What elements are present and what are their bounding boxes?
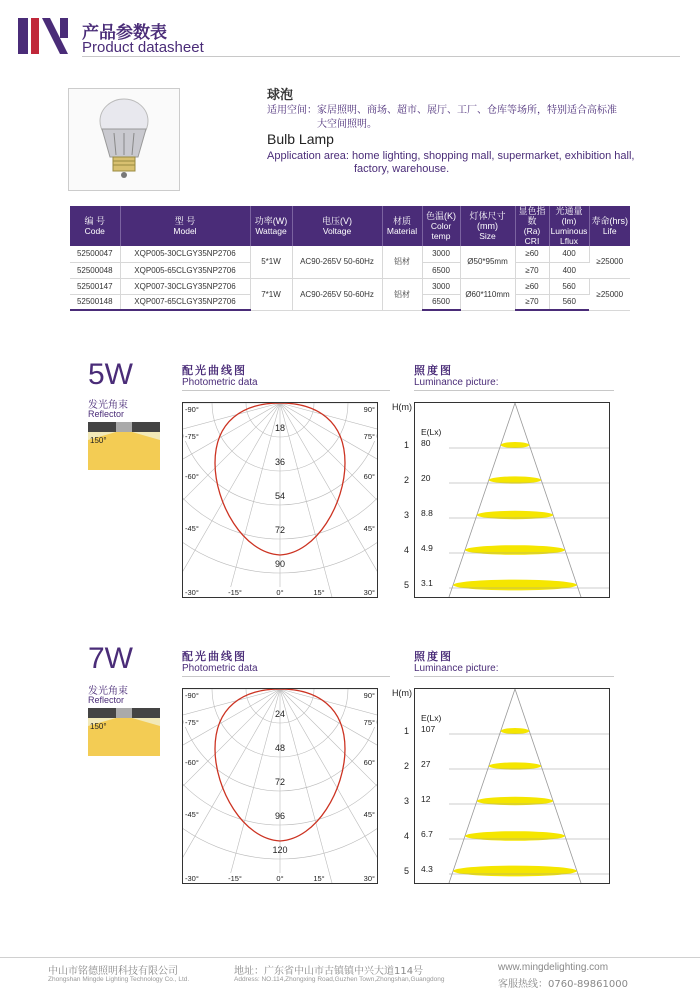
product-name-cn: 球泡 bbox=[267, 88, 294, 103]
luminance-divider bbox=[414, 676, 614, 677]
reflector-label-cn: 发光角束 bbox=[88, 686, 128, 697]
polar-grid-ray bbox=[280, 689, 347, 883]
polar-grid-ray bbox=[183, 689, 280, 819]
cell-size: Ø60*110mm bbox=[460, 278, 515, 310]
footer-address-cn: 地址：广东省中山市古镇镇中兴大道114号 bbox=[234, 966, 424, 977]
cell-cri: ≥70 bbox=[515, 294, 549, 310]
polar-grid-ray bbox=[213, 403, 280, 597]
polar-grid-ray bbox=[183, 403, 280, 587]
footer-company-en: Zhongshan Mingde Lighting Technology Co., Ltd. bbox=[48, 976, 190, 983]
reflector-label-en: Reflector bbox=[88, 409, 125, 419]
angle-label: -90° bbox=[185, 405, 199, 414]
company-logo bbox=[18, 18, 68, 54]
photometric-title-en: Photometric data bbox=[182, 377, 258, 388]
radial-value-label: 54 bbox=[274, 491, 286, 501]
cell-model: XQP005-65CLGY35NP2706 bbox=[120, 262, 250, 278]
luminance-chart bbox=[414, 402, 610, 598]
radial-value-label: 120 bbox=[272, 845, 288, 855]
cell-material: 铝材 bbox=[382, 278, 422, 310]
cell-model: XQP005-30CLGY35NP2706 bbox=[120, 246, 250, 262]
angle-label: 45° bbox=[363, 524, 375, 533]
angle-label: -15° bbox=[228, 874, 242, 883]
photometric-title-cn: 配光曲线图 bbox=[182, 650, 247, 663]
polar-chart bbox=[182, 402, 378, 598]
cell-size: Ø50*95mm bbox=[460, 246, 515, 278]
cone-edge bbox=[515, 403, 581, 597]
wattage-label: 5W bbox=[88, 358, 133, 391]
angle-label: -75° bbox=[185, 718, 199, 727]
height-value-label: 5 bbox=[404, 580, 410, 590]
luminance-title-en: Luminance picture: bbox=[414, 663, 499, 674]
cell-life: ≥25000 bbox=[589, 278, 630, 310]
angle-label: 45° bbox=[363, 810, 375, 819]
cell-code: 52500148 bbox=[70, 294, 120, 310]
cell-cri: ≥70 bbox=[515, 262, 549, 278]
beam-angle-label: 150° bbox=[90, 722, 107, 731]
header-code: 编 号 Code bbox=[70, 206, 120, 246]
application-area-cn bbox=[267, 104, 647, 132]
height-value-label: 3 bbox=[404, 510, 410, 520]
cell-life: ≥25000 bbox=[589, 246, 630, 278]
radial-value-label: 72 bbox=[274, 525, 286, 535]
angle-label: -15° bbox=[228, 588, 242, 597]
height-axis-label: H(m) bbox=[392, 402, 412, 412]
cell-flux: 560 bbox=[549, 278, 589, 294]
illuminance-ellipse bbox=[501, 442, 530, 448]
lux-axis-label: E(Lx) bbox=[421, 427, 442, 437]
application-area-cn-line2: 大空间照明。 bbox=[317, 119, 377, 130]
height-value-label: 5 bbox=[404, 866, 410, 876]
radial-value-label: 36 bbox=[274, 457, 286, 467]
lux-value-label: 3.1 bbox=[421, 578, 433, 588]
cell-voltage: AC90-265V 50-60Hz bbox=[292, 246, 382, 278]
illuminance-ellipse bbox=[453, 866, 577, 877]
lux-axis-label: E(Lx) bbox=[421, 713, 442, 723]
illuminance-ellipse bbox=[489, 476, 541, 483]
cone-edge bbox=[449, 689, 515, 883]
reflector-diagram bbox=[88, 422, 160, 470]
cone-edge bbox=[449, 403, 515, 597]
angle-label: 60° bbox=[363, 758, 375, 767]
lux-value-label: 80 bbox=[421, 438, 431, 448]
lux-value-label: 6.7 bbox=[421, 829, 433, 839]
lux-value-label: 8.8 bbox=[421, 508, 433, 518]
angle-label: 75° bbox=[363, 432, 375, 441]
wattage-label: 7W bbox=[88, 642, 133, 675]
cell-wattage: 7*1W bbox=[250, 278, 292, 310]
polar-grid-ray bbox=[280, 689, 377, 873]
height-value-label: 1 bbox=[404, 440, 410, 450]
application-area-en-line1: Application area: home lighting, shopping mall, supermarket, exhibition hall, bbox=[267, 150, 635, 162]
reflector-label-cn: 发光角束 bbox=[88, 400, 128, 411]
cell-cri: ≥60 bbox=[515, 278, 549, 294]
cell-code: 52500048 bbox=[70, 262, 120, 278]
table-row bbox=[70, 278, 630, 294]
header-size: 灯体尺寸(mm) Size bbox=[460, 206, 515, 246]
angle-label: 30° bbox=[363, 874, 375, 883]
footer-website[interactable]: www.mingdelighting.com bbox=[498, 962, 609, 973]
cone-edge bbox=[515, 689, 581, 883]
radial-value-label: 96 bbox=[274, 811, 286, 821]
polar-grid-ray bbox=[183, 403, 280, 533]
spec-table bbox=[70, 206, 630, 311]
radial-value-label: 24 bbox=[274, 709, 286, 719]
lux-value-label: 27 bbox=[421, 759, 431, 769]
cell-temp: 3000 bbox=[422, 278, 460, 294]
cell-temp: 3000 bbox=[422, 246, 460, 262]
angle-label: 0° bbox=[276, 874, 284, 883]
beam-angle-label: 150° bbox=[90, 436, 107, 445]
radial-value-label: 72 bbox=[274, 777, 286, 787]
luminance-title-cn: 照度图 bbox=[414, 364, 453, 377]
luminance-divider bbox=[414, 390, 614, 391]
illuminance-ellipse bbox=[465, 545, 565, 555]
height-value-label: 3 bbox=[404, 796, 410, 806]
height-value-label: 1 bbox=[404, 726, 410, 736]
photometric-divider bbox=[182, 390, 390, 391]
footer-hotline: 客服热线：0760-89861000 bbox=[498, 979, 628, 990]
bulb-image bbox=[69, 89, 179, 190]
header-title-cn: 产品参数表 bbox=[82, 23, 167, 43]
cell-voltage: AC90-265V 50-60Hz bbox=[292, 278, 382, 310]
angle-label: -60° bbox=[185, 472, 199, 481]
spec-table-header bbox=[70, 206, 630, 246]
photometric-title-cn: 配光曲线图 bbox=[182, 364, 247, 377]
product-photo bbox=[68, 88, 180, 191]
footer-address-en: Address: NO.114,Zhongxing Road,Guzhen Town,Zhongshan,Guangdong bbox=[234, 976, 445, 983]
lux-value-label: 4.9 bbox=[421, 543, 433, 553]
header-divider bbox=[82, 56, 680, 57]
header-flux: 光通量 (lm) Luminous Lflux bbox=[550, 206, 588, 246]
header-color-temp: 色温(K) Color temp bbox=[422, 206, 460, 246]
cell-flux: 400 bbox=[549, 262, 589, 278]
polar-grid-ray bbox=[213, 689, 280, 883]
product-name-en: Bulb Lamp bbox=[267, 131, 334, 147]
illuminance-ellipse bbox=[453, 580, 577, 591]
cell-temp: 6500 bbox=[422, 294, 460, 310]
angle-label: 90° bbox=[363, 691, 375, 700]
polar-grid-ray bbox=[280, 403, 377, 533]
radial-value-label: 48 bbox=[274, 743, 286, 753]
angle-label: -75° bbox=[185, 432, 199, 441]
illuminance-ellipse bbox=[489, 762, 541, 769]
luminance-title-en: Luminance picture: bbox=[414, 377, 499, 388]
angle-label: -45° bbox=[185, 810, 199, 819]
luminance-title-cn: 照度图 bbox=[414, 650, 453, 663]
header-title-en: Product datasheet bbox=[82, 39, 204, 56]
cell-flux: 400 bbox=[549, 246, 589, 262]
header-life: 寿命(hrs) Life bbox=[589, 206, 630, 246]
radial-value-label: 90 bbox=[274, 559, 286, 569]
angle-label: 15° bbox=[313, 874, 325, 883]
photometric-title-en: Photometric data bbox=[182, 663, 258, 674]
luminance-chart bbox=[414, 688, 610, 884]
cell-material: 铝材 bbox=[382, 246, 422, 278]
lux-value-label: 107 bbox=[421, 724, 436, 734]
polar-grid-ray bbox=[280, 403, 347, 597]
cell-flux: 560 bbox=[549, 294, 589, 310]
angle-label: -30° bbox=[185, 874, 199, 883]
footer-company-cn: 中山市铭德照明科技有限公司 bbox=[48, 966, 178, 977]
height-value-label: 2 bbox=[404, 475, 410, 485]
polar-grid-ray bbox=[183, 689, 280, 873]
illuminance-ellipse bbox=[501, 728, 530, 734]
reflector-diagram bbox=[88, 708, 160, 756]
header-cri: 显色指数 (Ra) CRI bbox=[515, 206, 549, 246]
height-value-label: 2 bbox=[404, 761, 410, 771]
angle-label: 60° bbox=[363, 472, 375, 481]
application-area-en-line2: factory, warehouse. bbox=[354, 163, 450, 175]
polar-grid-ray bbox=[280, 689, 377, 819]
angle-label: -45° bbox=[185, 524, 199, 533]
angle-label: 15° bbox=[313, 588, 325, 597]
radial-value-label: 18 bbox=[274, 423, 286, 433]
polar-grid-ray bbox=[280, 403, 377, 587]
lux-value-label: 12 bbox=[421, 794, 431, 804]
angle-label: 90° bbox=[363, 405, 375, 414]
angle-label: -30° bbox=[185, 588, 199, 597]
height-value-label: 4 bbox=[404, 545, 410, 555]
footer-divider bbox=[0, 957, 700, 958]
angle-label: -60° bbox=[185, 758, 199, 767]
header-model: 型 号 Model bbox=[120, 206, 250, 246]
header-wattage: 功率(W) Wattage bbox=[250, 206, 292, 246]
angle-label: 75° bbox=[363, 718, 375, 727]
photometric-divider bbox=[182, 676, 390, 677]
height-axis-label: H(m) bbox=[392, 688, 412, 698]
cell-temp: 6500 bbox=[422, 262, 460, 278]
lux-value-label: 4.3 bbox=[421, 864, 433, 874]
height-value-label: 4 bbox=[404, 831, 410, 841]
cell-model: XQP007-30CLGY35NP2706 bbox=[120, 278, 250, 294]
lux-value-label: 20 bbox=[421, 473, 431, 483]
illuminance-ellipse bbox=[465, 831, 565, 841]
cell-code: 52500047 bbox=[70, 246, 120, 262]
cell-wattage: 5*1W bbox=[250, 246, 292, 278]
header-voltage: 电压(V) Voltage bbox=[292, 206, 382, 246]
angle-label: 0° bbox=[276, 588, 284, 597]
reflector-label-en: Reflector bbox=[88, 695, 125, 705]
cell-cri: ≥60 bbox=[515, 246, 549, 262]
header-material: 材质 Material bbox=[382, 206, 422, 246]
angle-label: 30° bbox=[363, 588, 375, 597]
table-row bbox=[70, 246, 630, 262]
cell-code: 52500147 bbox=[70, 278, 120, 294]
cell-model: XQP007-65CLGY35NP2706 bbox=[120, 294, 250, 310]
application-area-cn-line1: 适用空间：家居照明、商场、超市、展厅、工厂、仓库等场所，特别适合高标准 bbox=[267, 105, 617, 116]
polar-chart bbox=[182, 688, 378, 884]
angle-label: -90° bbox=[185, 691, 199, 700]
